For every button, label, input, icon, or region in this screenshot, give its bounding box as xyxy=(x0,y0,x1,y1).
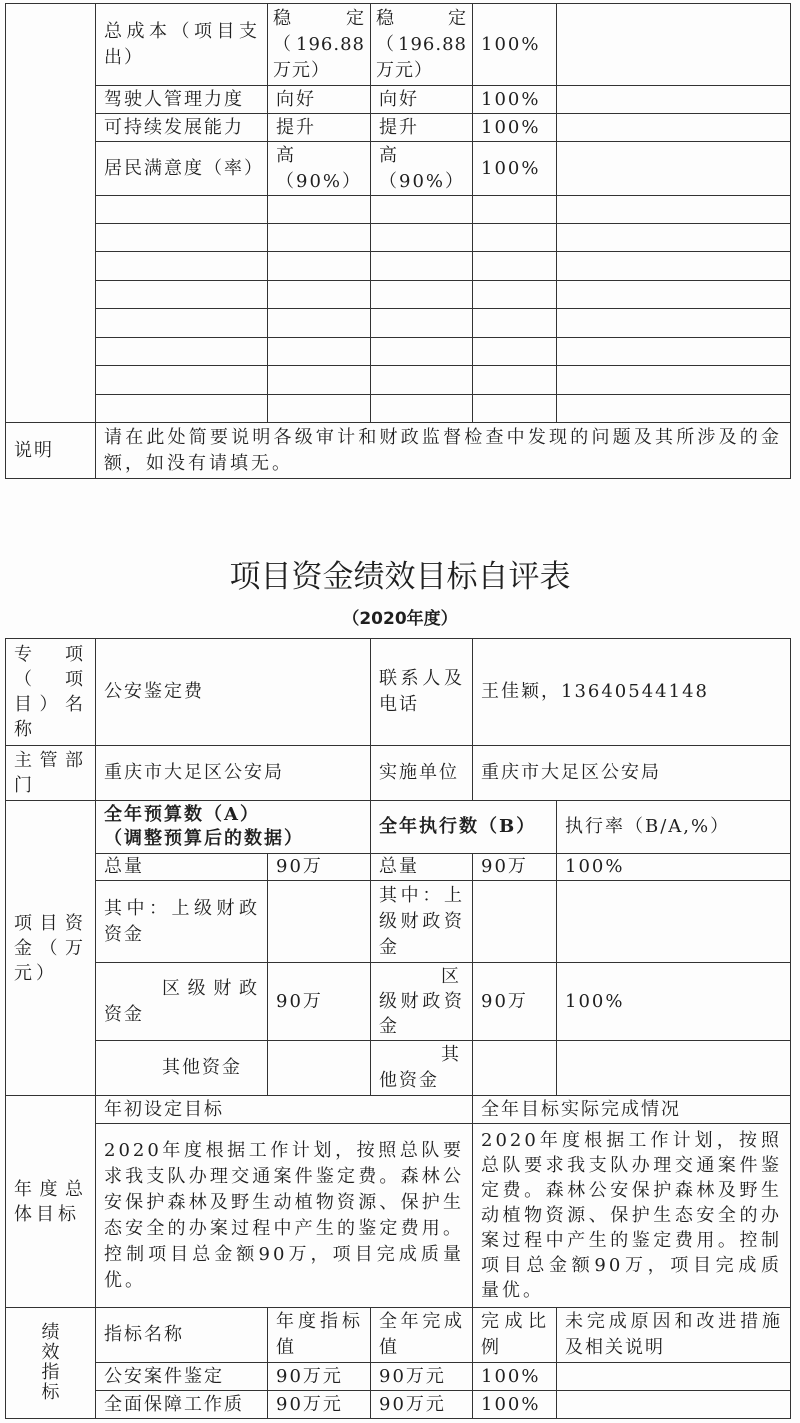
indicator-name-cell: 驾驶人管理力度 xyxy=(95,85,268,114)
implementer-value: 重庆市大足区公安局 xyxy=(472,745,791,801)
indicator-ratio-cell: 100% xyxy=(472,1390,557,1419)
superior-executed-value xyxy=(472,880,557,963)
department-label: 主管部门 xyxy=(5,745,96,801)
indicator-name-cell: 居民满意度（率） xyxy=(95,141,268,196)
indicator-ratio-cell: 100% xyxy=(472,1362,557,1391)
contact-value: 王佳颖，13640544148 xyxy=(472,638,791,746)
total-budget-value: 90万 xyxy=(267,853,371,881)
indicator-note-cell xyxy=(556,1390,791,1419)
indicator-note-header: 未完成原因和改进措施及相关说明 xyxy=(556,1307,791,1363)
indicator-ratio-cell: 100% xyxy=(472,141,557,196)
explanation-label: 说明 xyxy=(5,422,96,479)
annual-goal-label: 年度总体目标 xyxy=(5,1095,96,1308)
empty-row xyxy=(95,394,791,423)
other-executed-label: 其他资金 xyxy=(370,1040,473,1096)
self-evaluation-table xyxy=(5,638,791,1423)
department-value: 重庆市大足区公安局 xyxy=(95,745,371,801)
indicator-note-cell xyxy=(556,3,791,86)
indicator-actual-cell: 高（90%） xyxy=(370,141,473,196)
total-executed-value: 90万 xyxy=(472,853,557,881)
rate-header: 执行率（B/A,%） xyxy=(556,800,791,854)
funds-label: 项目资金（万元） xyxy=(5,800,96,1096)
indicator-actual-header: 全年完成值 xyxy=(370,1307,473,1363)
empty-row xyxy=(95,195,791,224)
indicator-target-cell: 90万元 xyxy=(267,1390,371,1419)
indicator-target-cell: 向好 xyxy=(267,85,371,114)
superior-rate-value xyxy=(556,880,791,963)
budget-header xyxy=(95,800,371,854)
indicator-actual-cell: 向好 xyxy=(370,85,473,114)
empty-row xyxy=(95,308,791,338)
total-executed-label: 总量 xyxy=(370,853,473,881)
empty-row xyxy=(95,280,791,309)
actual-goal-text: 2020年度根据工作计划，按照总队要求我支队办理交通案件鉴定费。森林公安保护森林及野生动植物资源、保护生态安全的办案过程中产生的鉴定费用。控制项目总金额90万，项目完成质量优。 xyxy=(472,1123,791,1308)
indicator-ratio-cell: 100% xyxy=(472,85,557,114)
column-divider xyxy=(472,195,473,423)
indicator-name-cell: 公安案件鉴定 xyxy=(95,1362,268,1391)
superior-executed-label: 其中：上级财政资金 xyxy=(370,880,473,963)
indicator-target-cell: 提升 xyxy=(267,113,371,142)
indicator-note-cell xyxy=(556,141,791,196)
planned-goal-header: 年初设定目标 xyxy=(95,1095,473,1124)
budget-header-line: 全年预算数（A） xyxy=(104,804,260,825)
total-budget-label: 总量 xyxy=(95,853,268,881)
blank-group-cell xyxy=(5,3,96,423)
indicator-ratio-cell: 100% xyxy=(472,113,557,142)
district-executed-label: 区级财政资金 xyxy=(370,962,473,1041)
project-name-value: 公安鉴定费 xyxy=(95,638,371,746)
indicator-target-cell: 90万元 xyxy=(267,1362,371,1391)
indicator-actual-cell: 提升 xyxy=(370,113,473,142)
indicator-name-cell: 总成本（项目支出） xyxy=(95,3,268,86)
planned-goal-text: 2020年度根据工作计划，按照总队要求我支队办理交通案件鉴定费。森林公安保护森林及野生动植物资源、保护生态安全的办案过程中产生的鉴定费用。控制项目总金额90万，项目完成质量优。 xyxy=(95,1123,473,1308)
empty-row xyxy=(95,223,791,252)
indicators-label: 绩效指标 xyxy=(5,1307,96,1419)
indicator-name-header: 指标名称 xyxy=(95,1307,268,1363)
indicator-note-cell xyxy=(556,113,791,142)
indicator-name-cell: 可持续发展能力 xyxy=(95,113,268,142)
indicator-name-cell: 全面保障工作质 xyxy=(95,1390,268,1419)
indicator-actual-cell: 稳定（196.88万元） xyxy=(370,3,473,86)
indicator-target-cell: 稳定（196.88万元） xyxy=(267,3,371,86)
indicator-actual-cell: 90万元 xyxy=(370,1362,473,1391)
indicator-target-cell: 高（90%） xyxy=(267,141,371,196)
actual-goal-header: 全年目标实际完成情况 xyxy=(472,1095,791,1124)
indicator-note-cell xyxy=(556,1362,791,1391)
total-rate-value: 100% xyxy=(556,853,791,881)
column-divider xyxy=(370,195,371,423)
other-budget-value xyxy=(267,1040,371,1096)
contact-label: 联系人及电话 xyxy=(370,638,473,746)
other-executed-value xyxy=(472,1040,557,1096)
form-title: 项目资金绩效目标自评表 xyxy=(229,559,571,595)
district-budget-label: 区级财政资金 xyxy=(95,962,268,1041)
column-divider xyxy=(556,195,557,423)
indicator-target-header: 年度指标值 xyxy=(267,1307,371,1363)
explanation-text: 请在此处简要说明各级审计和财政监督检查中发现的问题及其所涉及的金额，如没有请填无。 xyxy=(95,422,791,479)
indicator-note-cell xyxy=(556,85,791,114)
column-divider xyxy=(267,195,268,423)
budget-header-line: （调整预算后的数据） xyxy=(104,828,304,849)
implementer-label: 实施单位 xyxy=(370,745,473,801)
indicator-ratio-cell: 100% xyxy=(472,3,557,86)
executed-header: 全年执行数（B） xyxy=(370,800,557,854)
indicator-ratio-header: 完成比例 xyxy=(472,1307,557,1363)
other-budget-label: 其他资金 xyxy=(95,1040,268,1096)
empty-row xyxy=(95,365,791,395)
continued-indicator-table xyxy=(5,3,791,479)
empty-row xyxy=(95,251,791,281)
indicator-actual-cell: 90万元 xyxy=(370,1390,473,1419)
superior-budget-value xyxy=(267,880,371,963)
superior-budget-label: 其中：上级财政资金 xyxy=(95,880,268,963)
district-rate-value: 100% xyxy=(556,962,791,1041)
other-rate-value xyxy=(556,1040,791,1096)
form-subtitle: （2020年度） xyxy=(342,609,458,629)
district-executed-value: 90万 xyxy=(472,962,557,1041)
empty-row xyxy=(95,337,791,366)
project-name-label: 专项（项目）名称 xyxy=(5,638,96,746)
district-budget-value: 90万 xyxy=(267,962,371,1041)
